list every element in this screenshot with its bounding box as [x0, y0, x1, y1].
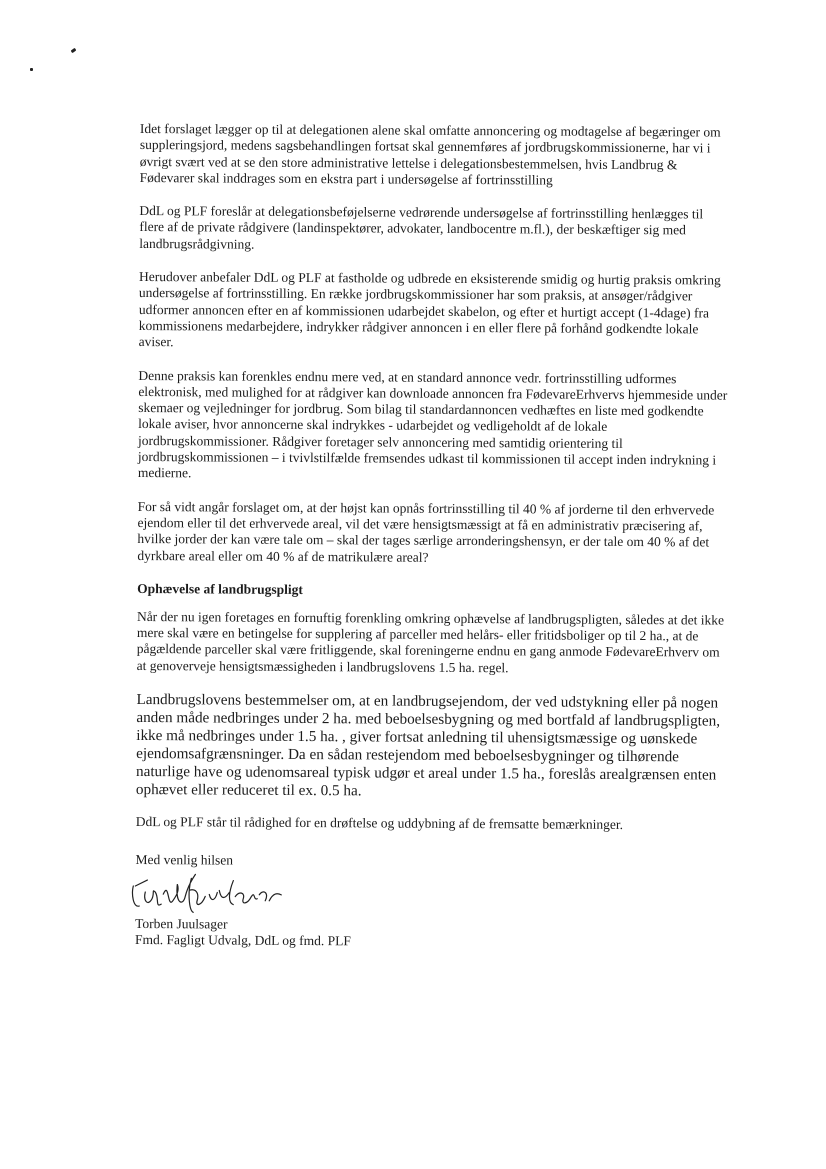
signature-image [129, 870, 289, 917]
signer-name: Torben Juulsager [135, 916, 228, 932]
section-heading: Ophævelse af landbrugspligt [137, 580, 303, 597]
greeting: Med venlig hilsen [135, 852, 234, 868]
paragraph-fortrinsstilling: For så vidt angår forslaget om, at der højst kan opnås fortrinsstilling til 40 % af jorderne til den erhvervede ejendom eller til det erhvervede areal, vil det være hensigtsmæssigt at få en administrativ præcisering af, hvilke jorder der kan være tale om – skal der tages særlige arronderingshensyn, er der tale om 40 % af det dyrkbare areal eller om 40 % af de matrikulære areal? [137, 498, 715, 565]
scan-speck [71, 48, 77, 53]
paragraph-proposal: DdL og PLF foreslår at delegationsbeføjelserne vedrørende undersøgelse af fortrinsstilling henlægges til flere af de private rådgivere (landinspektører, advokater, landbocentre m.fl.), der beskæftiger sig med landbrugsrådgivning. [139, 203, 704, 252]
paragraph-simplification: Denne praksis kan forenkles endnu mere ved, at en standard annonce vedr. fortrinsstilling udformes elektronisk, med mulighed for at rådgiver kan downloade annoncen fra FødevareErhvervs hjemmeside under skemaer og vejledninger for jordbrug. Som bilag til standardannoncen vedhæftes en liste med godkendte lokale aviser, hvor annoncerne skal indrykkes - udarbejdet og vedligeholdt af de lokale jordbrugskommissioner. Rådgiver foretager selv annoncering med samtidig orientering til jordbrugskommissionen – i tvivlstilfælde fremsendes udkast til kommissionen til accept inden indrykning i medierne. [137, 367, 728, 481]
paragraph-landbrugspligt: Når der nu igen foretages en fornuftig forenkling omkring ophævelse af landbrugspligten, således at det ikke mere skal være en betingelse for supplering af parceller med helårs- eller fritidsboliger op til 2 ha., at de pågældende parceller skal være fritliggende, skal foreningerne endnu en gang anmode FødevareErhverv om at genoverveje hensigtsmæssigheden i landbrugslovens 1.5 ha. regel. [136, 608, 725, 675]
paragraph-delegation: Idet forslaget lægger op til at delegationen alene skal omfatte annoncering og modtagelse af begæringer om suppleringsjord, medens sagsbehandlingen fortsat skal gennemføres af jordbrugskommissionerne, har vi i øvrigt svært ved at se den store administrative lettelse i delegationsbestemmelsen, hvis Landbrug & Fødevarer skal inddrages som en ekstra part i undersøgelse af fortrinsstilling [139, 121, 721, 188]
scan-speck [30, 68, 33, 71]
closing-block [135, 852, 726, 952]
letter-body [135, 121, 730, 952]
signer-title: Fmd. Fagligt Udvalg, DdL og fmd. PLF [134, 932, 351, 949]
paragraph-landbrugsloven: Landbrugslovens bestemmelser om, at en landbrugsejendom, der ved udstykning eller på nogen anden måde nedbringes under 2 ha. med beboelsesbygning og med bortfald af landbrugspligten, ikke må nedbringes under 1.5 ha. , giver fortsat anledning til uhensigtsmæssige og uønskede ejendomsafgrænsninger. Da en sådan restejendom med beboelsesbygninger og tilhørende naturlige have og udenomsareal typisk udgør et areal under 1.5 ha., foreslås arealgrænsen enten ophævet eller reduceret til ex. 0.5 ha. [135, 691, 721, 800]
paragraph-practice: Herudover anbefaler DdL og PLF at fastholde og udbrede en eksisterende smidig og hurtig praksis omkring undersøgelse af fortrinsstilling. En række jordbrugskommissioner har som praksis, at ansøger/rådgiver udformer annoncen efter en af kommissionen udarbejdet skabelon, og efter et hurtigt accept (1-4dage) fra kommissionens medarbejdere, indrykker rådgiver annoncen i en eller flere på forhånd godkendte lokale aviser. [138, 269, 721, 350]
paragraph-final: DdL og PLF står til rådighed for en drøftelse og uddybning af de fremsatte bemærkninger. [135, 814, 624, 832]
